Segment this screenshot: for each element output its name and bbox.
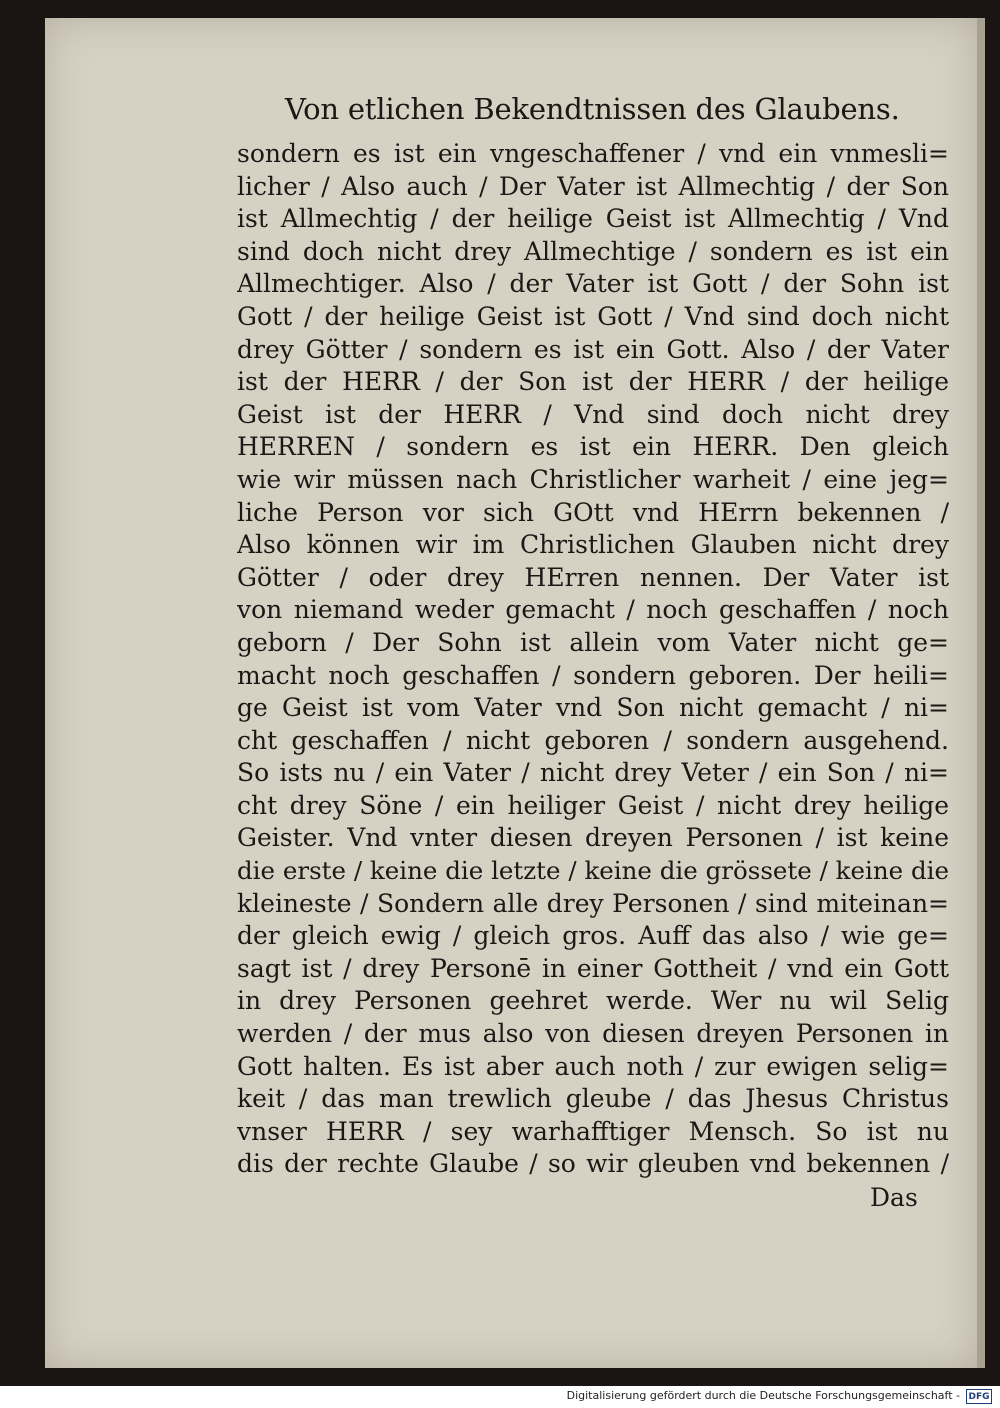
- digitization-credit: Digitalisierung gefördert durch die Deutsche Forschungsgemeinschaft -: [566, 1389, 960, 1402]
- text-line: cht geschaffen / nicht geboren / sondern ausgehend.: [237, 725, 949, 755]
- text-line: Gott halten. Es ist aber auch noth / zur ewigen selig=: [237, 1051, 949, 1081]
- text-line: die erste / keine die letzte / keine die grössete / keine die: [237, 856, 949, 886]
- text-line: Also können wir im Christlichen Glauben nicht drey: [237, 530, 949, 560]
- text-line: sind doch nicht drey Allmechtige / sondern es ist ein: [237, 236, 949, 266]
- text-line: Geister. Vnd vnter diesen dreyen Personen / ist keine: [237, 823, 949, 853]
- text-line: cht drey Söne / ein heiliger Geist / nicht drey heilige: [237, 790, 949, 820]
- text-line: sondern es ist ein vngeschaffener / vnd ein vnmesli=: [237, 139, 949, 168]
- text-line: der gleich ewig / gleich gros. Auff das also / wie ge=: [237, 921, 949, 951]
- text-line: wie wir müssen nach Christlicher warheit / eine jeg=: [237, 464, 949, 494]
- text-line: von niemand weder gemacht / noch geschaffen / noch: [237, 595, 949, 625]
- body-text: [237, 138, 949, 1181]
- page-edge: [977, 18, 985, 1368]
- text-line: licher / Also auch / Der Vater ist Allmechtig / der Son: [237, 171, 949, 201]
- dfg-logo: DFG: [966, 1389, 992, 1404]
- text-line: Gott / der heilige Geist ist Gott / Vnd sind doch nicht: [237, 301, 949, 331]
- text-line: ist der HERR / der Son ist der HERR / der heilige: [237, 367, 949, 397]
- text-line: Geist ist der HERR / Vnd sind doch nicht drey: [237, 399, 949, 429]
- text-line: dis der rechte Glaube / so wir gleuben vnd bekennen /: [237, 1149, 949, 1179]
- text-line: geborn / Der Sohn ist allein vom Vater nicht ge=: [237, 627, 949, 657]
- text-line: Allmechtiger. Also / der Vater ist Gott / der Sohn ist: [237, 269, 949, 299]
- text-line: Götter / oder drey HErren nennen. Der Vater ist: [237, 562, 949, 592]
- text-line: ist Allmechtig / der heilige Geist ist Allmechtig / Vnd: [237, 204, 949, 234]
- text-line: HERREN / sondern es ist ein HERR. Den gleich: [237, 432, 949, 462]
- text-line: vnser HERR / sey warhafftiger Mensch. So ist nu: [237, 1116, 949, 1146]
- text-line: So ists nu / ein Vater / nicht drey Veter / ein Son / ni=: [237, 758, 949, 788]
- text-line: in drey Personen geehret werde. Wer nu wil Selig: [237, 986, 949, 1016]
- running-head: Von etlichen Bekendtnissen des Glaubens.: [285, 92, 900, 126]
- text-line: ge Geist ist vom Vater vnd Son nicht gemacht / ni=: [237, 693, 949, 723]
- text-line: drey Götter / sondern es ist ein Gott. Also / der Vater: [237, 334, 949, 364]
- text-line: macht noch geschaffen / sondern geboren. Der heili=: [237, 660, 949, 690]
- text-line: sagt ist / drey Personē in einer Gottheit / vnd ein Gott: [237, 953, 949, 983]
- catchword: Das: [870, 1183, 918, 1212]
- text-line: keit / das man trewlich gleube / das Jhesus Christus: [237, 1084, 949, 1114]
- text-line: liche Person vor sich GOtt vnd HErrn bekennen /: [237, 497, 949, 527]
- text-line: werden / der mus also von diesen dreyen Personen in: [237, 1019, 949, 1049]
- text-line: kleineste / Sondern alle drey Personen / sind miteinan=: [237, 888, 949, 918]
